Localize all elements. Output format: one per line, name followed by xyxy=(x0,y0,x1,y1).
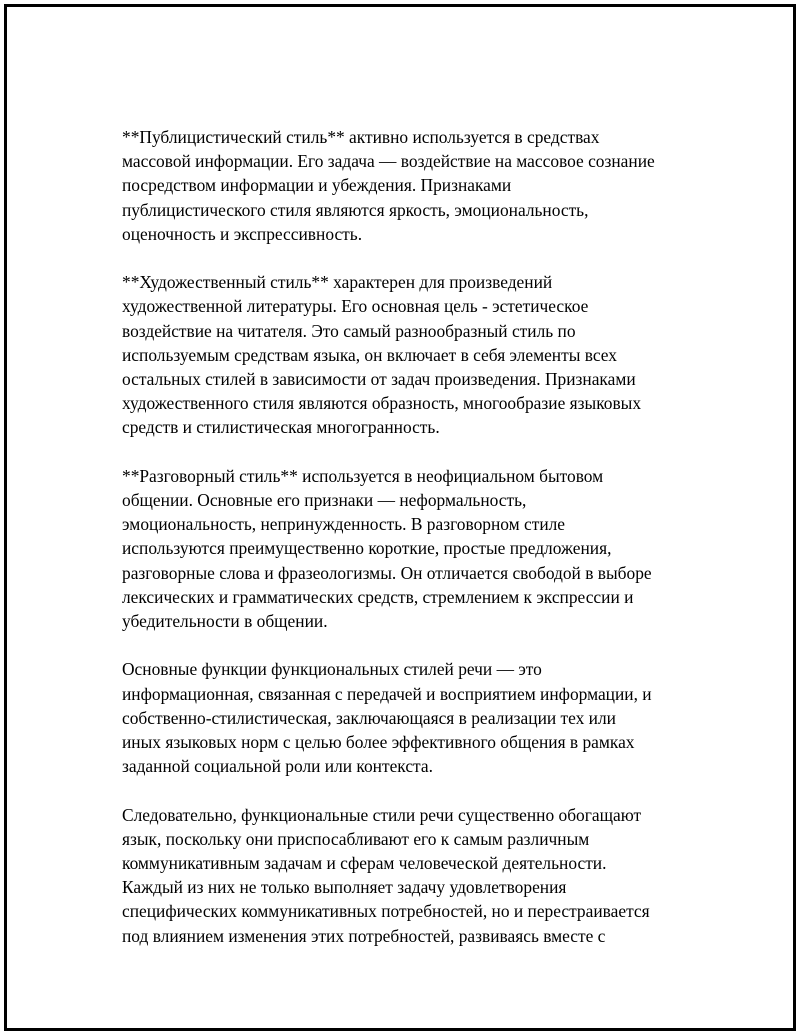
text-line: лексических и грамматических средств, стремлением к экспрессии и xyxy=(122,586,634,607)
text-line: эмоциональность, непринужденность. В разговорном стиле xyxy=(122,514,566,535)
text-line: информационная, связанная с передачей и восприятием информации, и xyxy=(122,683,652,704)
text-line: убедительности в общении. xyxy=(122,611,328,632)
text-line: массовой информации. Его задача — воздействие на массовое сознание xyxy=(122,151,655,172)
paragraph-colloquial-style xyxy=(122,464,702,633)
paragraph-style-functions xyxy=(122,657,702,778)
text-line: **Художественный стиль** характерен для произведений xyxy=(122,272,553,293)
text-line: публицистического стиля являются яркость, эмоциональность, xyxy=(122,199,589,220)
text-line: разговорные слова и фразеологизмы. Он отличается свободой в выборе xyxy=(122,562,652,583)
text-line: оценочность и экспрессивность. xyxy=(122,223,363,244)
text-line: иных языковых норм с целью более эффективного общения в рамках xyxy=(122,732,635,753)
paragraph-artistic-style xyxy=(122,270,702,439)
page-frame xyxy=(4,4,796,1031)
text-line: Следовательно, функциональные стили речи существенно обогащают xyxy=(122,804,642,825)
text-line: художественного стиля являются образность, многообразие языковых xyxy=(122,393,642,414)
text-line: заданной социальной роли или контекста. xyxy=(122,756,433,777)
text-line: коммуникативным задачам и сферам человеческой деятельности. xyxy=(122,853,607,874)
text-line: Основные функции функциональных стилей речи — это xyxy=(122,659,542,680)
text-line: Каждый из них не только выполняет задачу удовлетворения xyxy=(122,877,567,898)
text-line: собственно-стилистическая, заключающаяся в реализации тех или xyxy=(122,707,616,728)
text-line: язык, поскольку они приспосабливают его к самым различным xyxy=(122,828,590,849)
text-line: средств и стилистическая многогранность. xyxy=(122,417,440,438)
paragraph-publicistic-style xyxy=(122,125,702,246)
text-line: **Публицистический стиль** активно используется в средствах xyxy=(122,127,600,147)
text-line: под влиянием изменения этих потребностей, развиваясь вместе с xyxy=(122,925,606,946)
text-line: воздействие на читателя. Это самый разнообразный стиль по xyxy=(122,320,576,341)
text-line: специфических коммуникативных потребностей, но и перестраивается xyxy=(122,901,650,922)
text-line: остальных стилей в зависимости от задач произведения. Признаками xyxy=(122,369,636,390)
text-line: посредством информации и убеждения. Признаками xyxy=(122,175,512,196)
document-body xyxy=(122,125,702,972)
text-line: общении. Основные его признаки — неформальность, xyxy=(122,490,527,511)
paragraph-conclusion xyxy=(122,803,702,948)
text-line: **Разговорный стиль** используется в неофициальном бытовом xyxy=(122,465,604,486)
text-line: используемым средствам языка, он включает в себя элементы всех xyxy=(122,344,617,365)
text-line: используются преимущественно короткие, простые предложения, xyxy=(122,538,612,559)
text-line: художественной литературы. Его основная цель - эстетическое xyxy=(122,296,589,317)
